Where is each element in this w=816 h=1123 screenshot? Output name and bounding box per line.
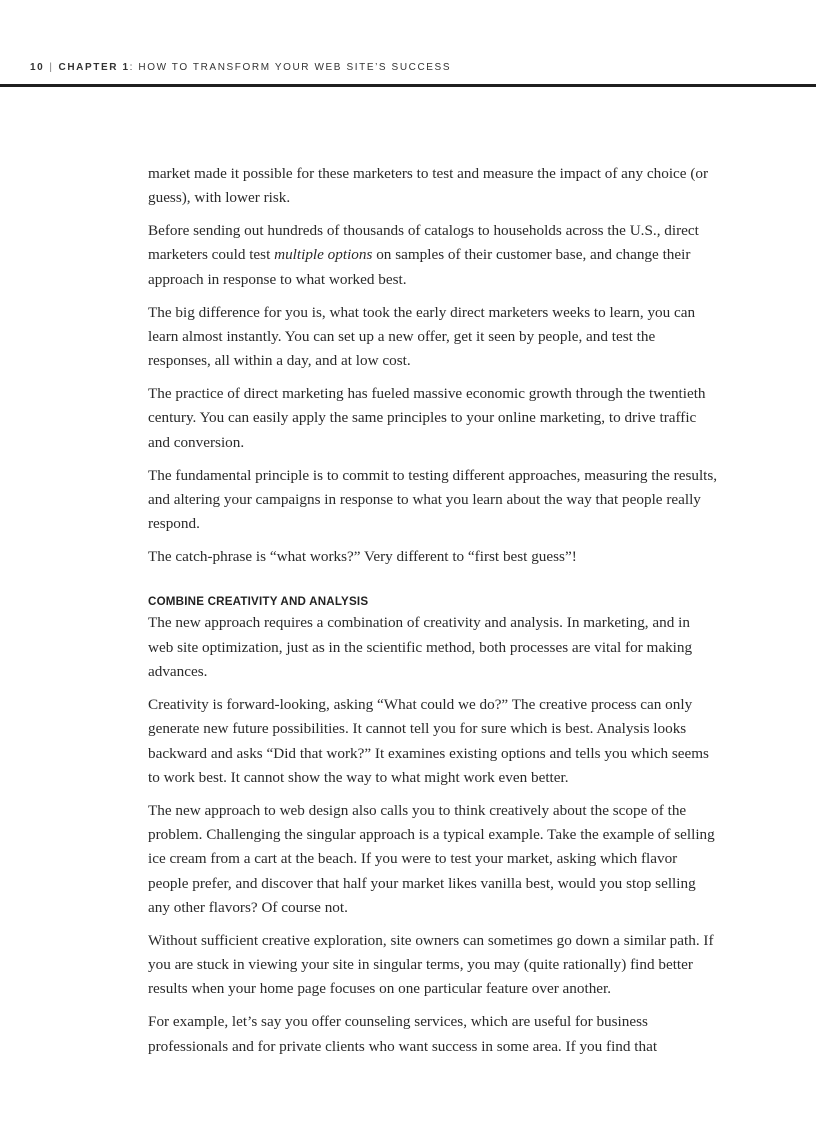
- section-paragraph-3: The new approach to web design also calls you to think creatively about the scope of the problem. Challenging the singular approach is a typical example. Take the example of selling ice cream from a cart at the beach. If you were to test your market, asking which flavor people prefer, and discover that half your market likes vanilla best, would you stop selling any other flavors? Of course not.: [148, 801, 715, 916]
- section-paragraph-2: Creativity is forward-looking, asking “What could we do?” The creative process can only generate new future possibilities. It cannot tell you for sure which is best. Analysis looks backward and asks “Did that work?” It examines existing options and tells you which seems to work best. It cannot show the way to what might work even better.: [148, 695, 709, 786]
- paragraph-2: [148, 219, 718, 292]
- paragraph-3: The big difference for you is, what took the early direct marketers weeks to learn, you can learn almost instantly. You can set up a new offer, get it seen by people, and test the responses, all within a day, and at low cost.: [148, 303, 696, 370]
- chapter-label: CHAPTER 1: [58, 62, 130, 73]
- paragraph-4: The practice of direct marketing has fueled massive economic growth through the twentieth century. You can easily apply the same principles to your online marketing, to drive traffic and conversion.: [148, 385, 706, 451]
- paragraph-6: The catch-phrase is “what works?” Very different to “first best guess”!: [148, 548, 577, 566]
- paragraph-1: market made it possible for these marketers to test and measure the impact of any choice (or guess), with lower risk.: [148, 165, 709, 207]
- page-number: 10: [30, 62, 45, 73]
- paragraph-2-emphasis: multiple options: [274, 246, 373, 264]
- section-heading: COMBINE CREATIVITY AND ANALYSIS: [148, 595, 369, 609]
- paragraph-2-after: on samples of their customer base, and change their approach in response to what worked best.: [148, 246, 691, 288]
- chapter-title: : HOW TO TRANSFORM YOUR WEB SITE’S SUCCESS: [129, 62, 452, 73]
- running-header: [30, 62, 451, 73]
- header-separator: |: [49, 62, 54, 73]
- section-paragraph-1: The new approach requires a combination of creativity and analysis. In marketing, and in web site optimization, just as in the scientific method, both processes are vital for making advances.: [148, 614, 693, 681]
- body-text: [148, 162, 718, 1067]
- section-paragraph-4: Without sufficient creative exploration, site owners can sometimes go down a similar path. If you are stuck in viewing your site in singular terms, you may (quite rationally) find better results when your home page focuses on one particular feature over another.: [148, 931, 714, 998]
- paragraph-2-before: Before sending out hundreds of thousands of catalogs to households across the U.S., direct marketers could test: [148, 222, 699, 264]
- header-rule: [0, 84, 816, 87]
- paragraph-5: The fundamental principle is to commit to testing different approaches, measuring the results, and altering your campaigns in response to what you learn about the way that people really respond.: [148, 466, 718, 533]
- section-paragraph-5: For example, let’s say you offer counseling services, which are useful for business professionals and for private clients who want success in some area. If you find that: [148, 1013, 658, 1055]
